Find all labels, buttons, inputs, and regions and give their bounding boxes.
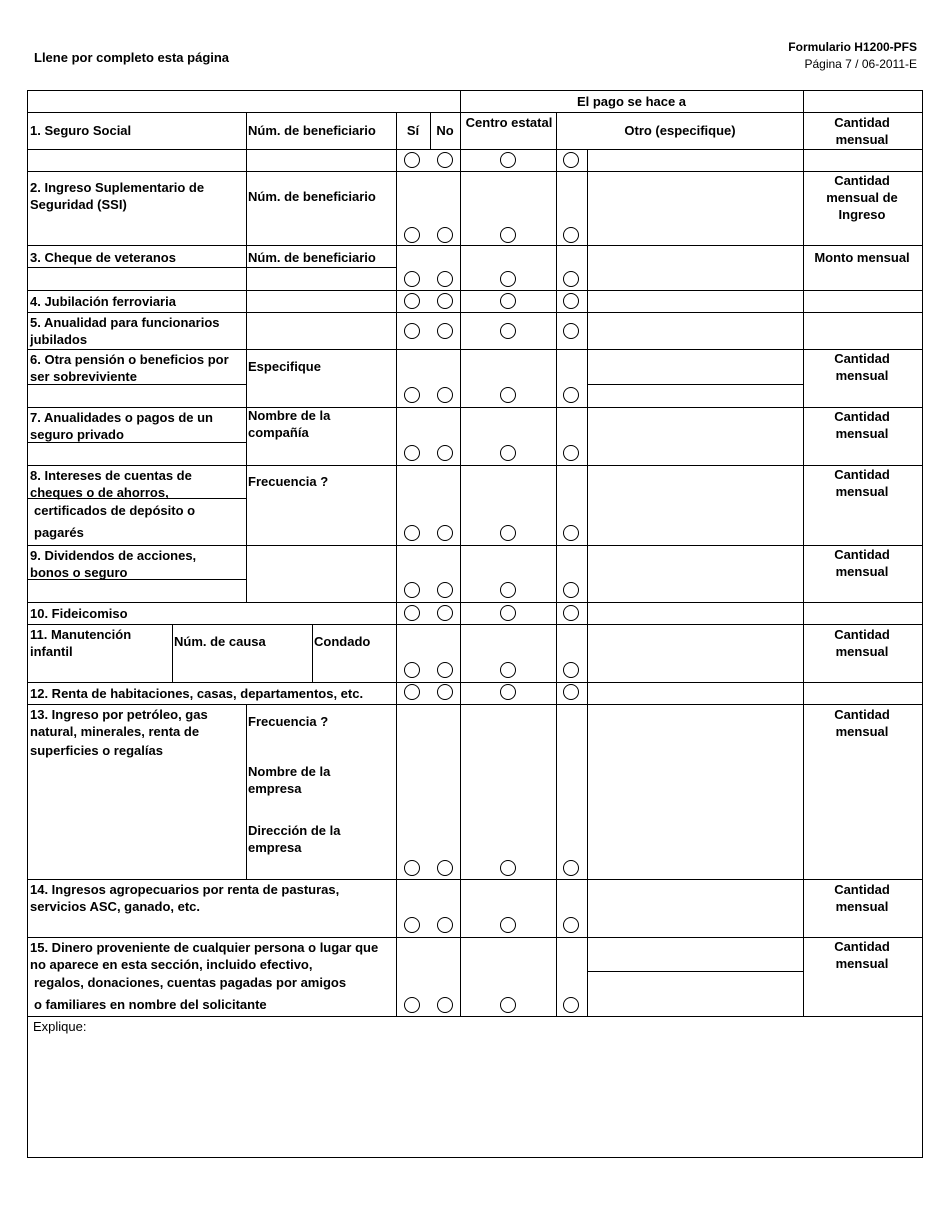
- row-15-bottom-border: [27, 1016, 923, 1017]
- row-13-label: 13. Ingreso por petróleo, gas natural, minerales, renta de: [30, 707, 208, 739]
- row-13-yes-radio[interactable]: [404, 860, 420, 876]
- row-6-sub-label: Especifique: [248, 359, 321, 374]
- row-4-bottom-border: [27, 312, 923, 313]
- row-3-yes-radio[interactable]: [404, 271, 420, 287]
- row-5-label: 5. Anualidad para funcionarios jubilados: [30, 315, 220, 347]
- row-7-other-radio[interactable]: [563, 445, 579, 461]
- sub-label-column-border-13: [246, 704, 247, 880]
- paid-to-header: El pago se hace a: [576, 94, 687, 109]
- other-column-left-border: [556, 112, 557, 1017]
- row-7-bottom-border: [27, 465, 923, 466]
- row-2-amount-label: Cantidad mensual de Ingreso: [826, 173, 898, 222]
- row-6-bottom-border: [27, 407, 923, 408]
- row-10-bottom-border: [27, 624, 923, 625]
- row-15-label-cont2: o familiares en nombre del solicitante: [34, 997, 267, 1012]
- row-7-sub-label: Nombre de la compañía: [248, 408, 331, 440]
- row-14-label: 14. Ingresos agropecuarios por renta de pasturas, servicios ASC, ganado, etc.: [30, 882, 340, 914]
- table-top-border: [27, 90, 923, 91]
- row-14-bottom-border: [27, 937, 923, 938]
- row-8-state-center-radio[interactable]: [500, 525, 516, 541]
- row-13-no-radio[interactable]: [437, 860, 453, 876]
- explain-box-bottom: [27, 1157, 923, 1158]
- row-1-other-radio[interactable]: [563, 152, 579, 168]
- row-8-no-radio[interactable]: [437, 525, 453, 541]
- other-specify-divider: [587, 149, 588, 1017]
- row-8-other-radio[interactable]: [563, 525, 579, 541]
- row-15-other-radio[interactable]: [563, 997, 579, 1013]
- yes-column-left-border: [396, 112, 397, 1017]
- other-column-header: Otro (especifique): [624, 123, 736, 138]
- row-5-no-radio[interactable]: [437, 323, 453, 339]
- row-11-state-center-radio[interactable]: [500, 662, 516, 678]
- row-13-sub-label: Frecuencia ?: [248, 714, 329, 729]
- row-12-label: 12. Renta de habitaciones, casas, departamentos, etc.: [30, 686, 364, 701]
- row-2-state-center-radio[interactable]: [500, 227, 516, 243]
- row-10-other-radio[interactable]: [563, 605, 579, 621]
- row-11-yes-radio[interactable]: [404, 662, 420, 678]
- row-11-sub-label: Núm. de causa: [174, 634, 266, 649]
- row-9-label: 9. Dividendos de acciones, bonos o seguro: [30, 548, 197, 580]
- row-1-yes-radio[interactable]: [404, 152, 420, 168]
- row-14-yes-radio[interactable]: [404, 917, 420, 933]
- row-9-amount-label: Cantidad mensual: [834, 547, 890, 579]
- row-14-other-radio[interactable]: [563, 917, 579, 933]
- row-5-state-center-radio[interactable]: [500, 323, 516, 339]
- row-6-other-line: [587, 384, 804, 385]
- row-3-inner-line-b: [246, 267, 397, 268]
- row-5-bottom-border: [27, 349, 923, 350]
- row-8-sub-label: Frecuencia ?: [248, 474, 329, 489]
- row-10-yes-radio[interactable]: [404, 605, 420, 621]
- row-3-no-radio[interactable]: [437, 271, 453, 287]
- row-2-yes-radio[interactable]: [404, 227, 420, 243]
- row-7-amount-label: Cantidad mensual: [834, 409, 890, 441]
- row-11-divider-b: [312, 624, 313, 683]
- page-info: Página 7 / 06-2011-E: [804, 57, 917, 71]
- row-15-other-line: [587, 971, 804, 972]
- row-9-other-radio[interactable]: [563, 582, 579, 598]
- state-center-left-border: [460, 90, 461, 1017]
- row-1-label: 1. Seguro Social: [30, 123, 132, 138]
- table-left-border: [27, 90, 28, 1158]
- row-13-other-radio[interactable]: [563, 860, 579, 876]
- row-3-label: 3. Cheque de veteranos: [30, 250, 176, 265]
- row-8-yes-radio[interactable]: [404, 525, 420, 541]
- row-13-label-cont: superficies o regalías: [30, 743, 163, 758]
- row-11-no-radio[interactable]: [437, 662, 453, 678]
- row-1-bottom-border: [27, 171, 923, 172]
- row-1-no-radio[interactable]: [437, 152, 453, 168]
- row-13-state-center-radio[interactable]: [500, 860, 516, 876]
- row-7-no-radio[interactable]: [437, 445, 453, 461]
- yes-no-header-divider: [430, 112, 431, 150]
- row-12-other-radio[interactable]: [563, 684, 579, 700]
- row-12-no-radio[interactable]: [437, 684, 453, 700]
- row-15-label: 15. Dinero proveniente de cualquier persona o lugar que no aparece en esta sección, incluido efectivo,: [30, 940, 379, 972]
- row-2-other-radio[interactable]: [563, 227, 579, 243]
- row-9-state-center-radio[interactable]: [500, 582, 516, 598]
- table-right-border: [922, 90, 923, 1158]
- row-7-label: 7. Anualidades o pagos de un seguro privado: [30, 410, 213, 442]
- row-6-other-radio[interactable]: [563, 387, 579, 403]
- row-5-other-radio[interactable]: [563, 323, 579, 339]
- state-center-column-header: Centro estatal: [465, 115, 553, 130]
- sub-label-column-border: [246, 112, 247, 603]
- row-10-state-center-radio[interactable]: [500, 605, 516, 621]
- row-12-yes-radio[interactable]: [404, 684, 420, 700]
- row-4-label: 4. Jubilación ferroviaria: [30, 294, 176, 309]
- row-11-divider-a: [172, 624, 173, 683]
- row-5-yes-radio[interactable]: [404, 323, 420, 339]
- row-11-other-radio[interactable]: [563, 662, 579, 678]
- row-11-bottom-border: [27, 682, 923, 683]
- row-6-amount-label: Cantidad mensual: [834, 351, 890, 383]
- row-10-label: 10. Fideicomiso: [30, 606, 128, 621]
- row-8-label: 8. Intereses de cuentas de cheques o de ahorros,: [30, 468, 192, 500]
- row-2-sub-label: Núm. de beneficiario: [248, 189, 376, 204]
- amount-column-border: [803, 90, 804, 1017]
- row-15-yes-radio[interactable]: [404, 997, 420, 1013]
- no-column-header: No: [436, 123, 454, 138]
- row-1-sub-label: Núm. de beneficiario: [248, 123, 376, 138]
- row-13-bottom-border: [27, 879, 923, 880]
- row-15-no-radio[interactable]: [437, 997, 453, 1013]
- row-8-bottom-border: [27, 545, 923, 546]
- row-11-label: 11. Manutención infantil: [30, 627, 132, 659]
- row-4-state-center-radio[interactable]: [500, 293, 516, 309]
- row-3-other-radio[interactable]: [563, 271, 579, 287]
- row-6-label: 6. Otra pensión o beneficios por ser sobreviviente: [30, 352, 229, 384]
- page-instruction: Llene por completo esta página: [34, 50, 230, 65]
- row-3-bottom-border: [27, 290, 923, 291]
- row-11-sub2-label: Condado: [314, 634, 371, 649]
- row-13-sub2-label: Nombre de la empresa: [248, 764, 331, 796]
- row-13-sub3-label: Dirección de la empresa: [248, 823, 341, 855]
- row-6-no-radio[interactable]: [437, 387, 453, 403]
- row-3-sub-label: Núm. de beneficiario: [248, 250, 376, 265]
- row-7-state-center-radio[interactable]: [500, 445, 516, 461]
- row-4-yes-radio[interactable]: [404, 293, 420, 309]
- row-8-label-cont: certificados de depósito o: [34, 503, 196, 518]
- row-14-state-center-radio[interactable]: [500, 917, 516, 933]
- row-6-yes-radio[interactable]: [404, 387, 420, 403]
- row-2-bottom-border: [27, 245, 923, 246]
- explain-label: Explique:: [33, 1019, 87, 1034]
- row-13-amount-label: Cantidad mensual: [834, 707, 890, 739]
- row-15-state-center-radio[interactable]: [500, 997, 516, 1013]
- header-bottom: [27, 149, 923, 150]
- row-12-state-center-radio[interactable]: [500, 684, 516, 700]
- row-4-other-radio[interactable]: [563, 293, 579, 309]
- header-divider: [27, 112, 923, 113]
- form-id: Formulario H1200-PFS: [788, 40, 917, 54]
- row-2-label: 2. Ingreso Suplementario de Seguridad (SSI): [30, 180, 205, 212]
- row-8-amount-label: Cantidad mensual: [834, 467, 890, 499]
- monthly-amount-column-header: Cantidad mensual: [834, 115, 890, 147]
- row-3-state-center-radio[interactable]: [500, 271, 516, 287]
- row-14-amount-label: Cantidad mensual: [834, 882, 890, 914]
- row-12-bottom-border: [27, 704, 923, 705]
- row-11-amount-label: Cantidad mensual: [834, 627, 890, 659]
- row-15-label-cont: regalos, donaciones, cuentas pagadas por amigos: [34, 975, 347, 990]
- row-10-no-radio[interactable]: [437, 605, 453, 621]
- row-9-yes-radio[interactable]: [404, 582, 420, 598]
- row-3-inner-line: [27, 267, 247, 268]
- row-3-amount-label: Monto mensual: [814, 250, 910, 265]
- explain-field[interactable]: [32, 1036, 920, 1156]
- row-9-no-radio[interactable]: [437, 582, 453, 598]
- row-1-state-center-radio[interactable]: [500, 152, 516, 168]
- row-15-amount-label: Cantidad mensual: [834, 939, 890, 971]
- yes-column-header: Sí: [406, 123, 420, 138]
- row-9-bottom-border: [27, 602, 923, 603]
- row-2-no-radio[interactable]: [437, 227, 453, 243]
- row-6-state-center-radio[interactable]: [500, 387, 516, 403]
- row-14-no-radio[interactable]: [437, 917, 453, 933]
- row-7-yes-radio[interactable]: [404, 445, 420, 461]
- row-4-no-radio[interactable]: [437, 293, 453, 309]
- row-8-label-cont2: pagarés: [34, 525, 84, 540]
